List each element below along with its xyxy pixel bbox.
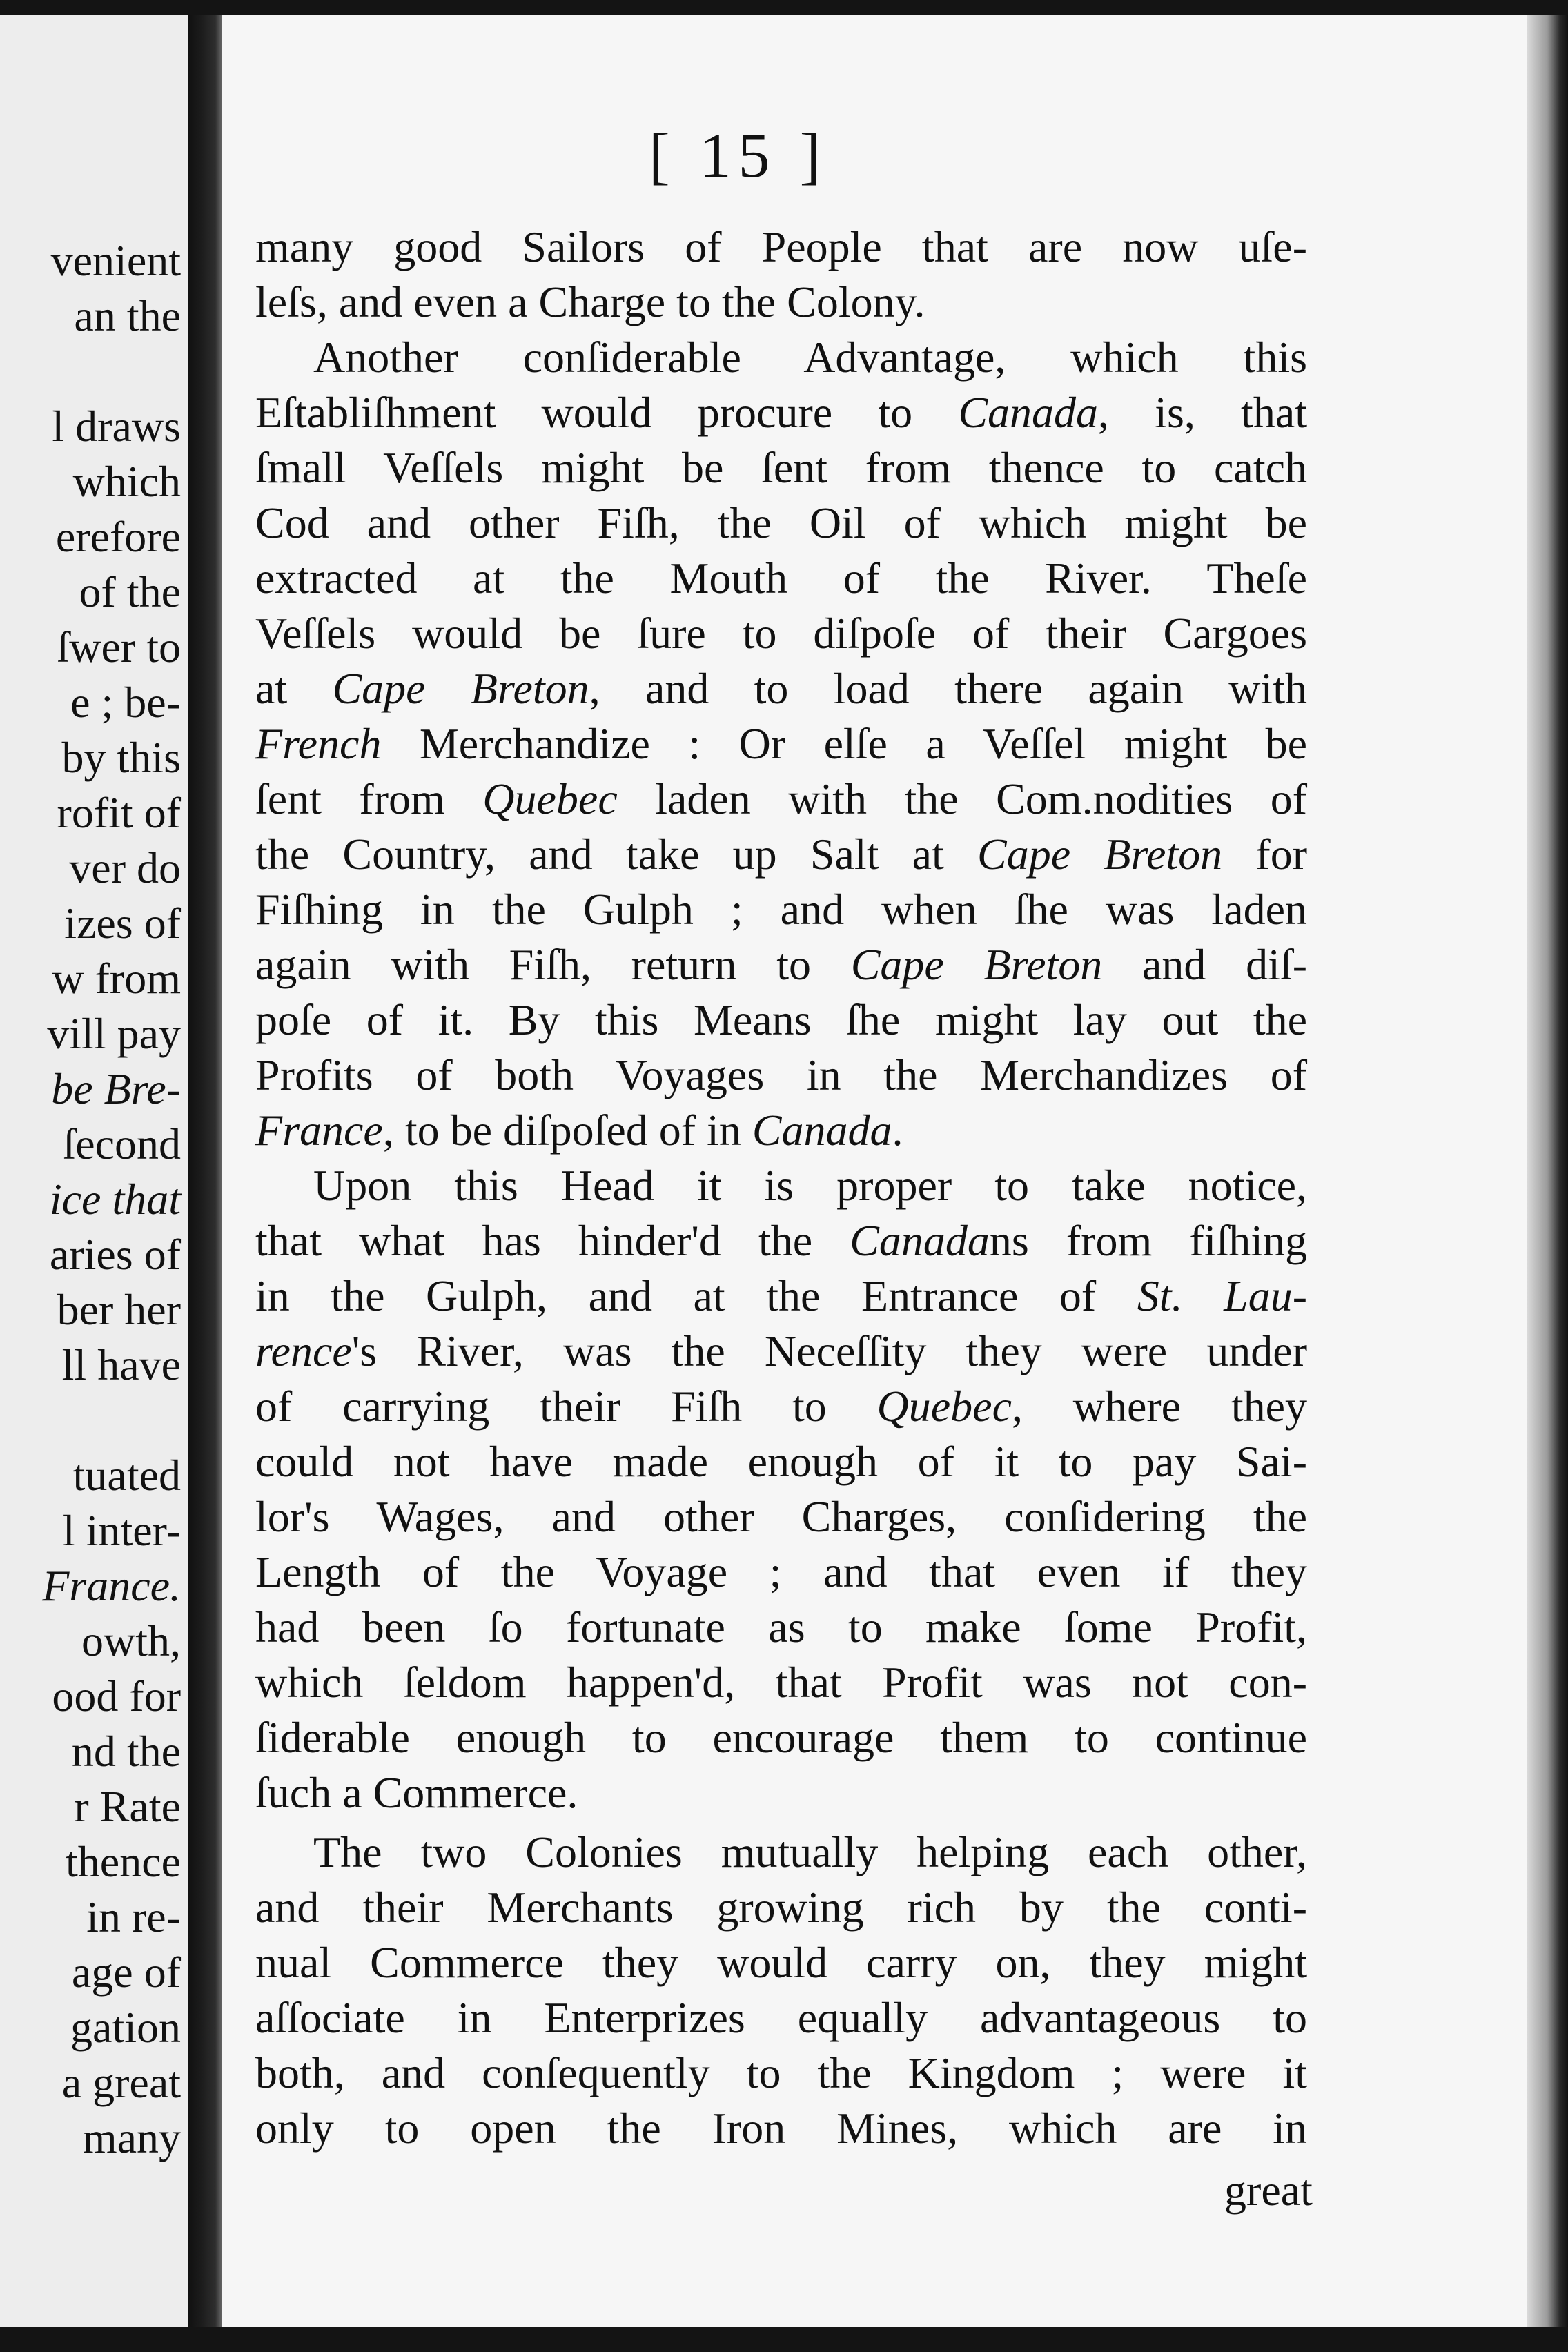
facing-page-fragment: rofit of — [57, 788, 181, 837]
facing-page-fragment: ver do — [69, 843, 181, 892]
text-line: Another conſiderable Advantage, which this — [313, 333, 1307, 382]
text-line: again with Fiſh, return to Cape Breton and diſ- — [255, 940, 1308, 989]
facing-page-fragment: many — [82, 2113, 181, 2162]
text-line: French Merchandize : Or elſe a Veſſel might be — [255, 719, 1307, 768]
text-line: of carrying their Fiſh to Quebec, where they — [255, 1382, 1308, 1431]
facing-page-fragment: l inter- — [62, 1506, 181, 1555]
text-line: and their Merchants growing rich by the conti- — [255, 1883, 1307, 1932]
facing-page-fragment: w from — [52, 954, 181, 1003]
facing-page-fragment: by this — [61, 733, 181, 782]
page-body-text — [255, 219, 1307, 2156]
text-line: Fiſhing in the Gulph ; and when ſhe was laden — [255, 885, 1307, 934]
facing-page-fragment: owth, — [81, 1616, 181, 1665]
facing-page-fragment: of the — [79, 567, 181, 616]
facing-page-fragment: France. — [42, 1561, 181, 1610]
scan-top-border — [0, 0, 1568, 15]
facing-page-fragment: ice that — [49, 1175, 181, 1224]
facing-page-fragment: be Bre- — [51, 1064, 181, 1113]
facing-page-fragment: e ; be- — [70, 678, 181, 727]
facing-page-fragment: ood for — [52, 1672, 181, 1721]
book-gutter — [188, 15, 222, 2327]
facing-page-fragment: gation — [70, 2003, 181, 2052]
text-line: ſmall Veſſels might be ſent from thence to catch — [255, 443, 1307, 492]
facing-page-fragment: ſecond — [63, 1119, 181, 1168]
text-line: Eſtabliſhment would procure to Canada, is, that — [255, 388, 1308, 437]
facing-page-fragment: erefore — [55, 512, 181, 561]
facing-page-fragment: thence — [66, 1837, 181, 1886]
text-line: ſent from Quebec laden with the Com.nodities of — [255, 774, 1308, 823]
text-line: which ſeldom happen'd, that Profit was not con- — [255, 1658, 1307, 1707]
text-line: poſe of it. By this Means ſhe might lay out the — [255, 995, 1307, 1044]
text-line: only to open the Iron Mines, which are in — [255, 2104, 1307, 2153]
facing-page-fragment: ber her — [57, 1285, 181, 1334]
text-line: ſiderable enough to encourage them to continue — [255, 1713, 1307, 1762]
text-line: the Country, and take up Salt at Cape Breton for — [255, 830, 1308, 879]
text-line: many good Sailors of People that are now uſe- — [255, 222, 1307, 271]
text-line: France, to be diſpoſed of in Canada. — [255, 1106, 903, 1155]
text-line: at Cape Breton, and to load there again with — [255, 664, 1307, 713]
text-line: had been ſo fortunate as to make ſome Profit, — [255, 1603, 1307, 1652]
text-line: extracted at the Mouth of the River. Theſe — [255, 553, 1307, 602]
facing-page-fragment: tuated — [72, 1451, 181, 1500]
text-line: that what has hinder'd the Canadans from fiſhing — [255, 1216, 1307, 1265]
facing-page-fragment: ll have — [61, 1340, 181, 1389]
facing-page-fragment: nd the — [71, 1727, 181, 1776]
facing-page-fragment: age of — [71, 1948, 181, 1997]
facing-page-left — [0, 15, 188, 2327]
text-line: lor's Wages, and other Charges, conſidering the — [255, 1492, 1307, 1541]
facing-page-fragment: an the — [74, 291, 181, 340]
text-line: ſuch a Commerce. — [255, 1768, 578, 1817]
page-number: [ 15 ] — [649, 120, 828, 190]
facing-page-fragment: vill pay — [47, 1009, 181, 1058]
facing-page-fragment: venient — [50, 236, 181, 285]
scan-bottom-border — [0, 2327, 1568, 2352]
text-line: Profits of both Voyages in the Merchandizes of — [255, 1050, 1307, 1099]
page-edge-shadow — [1527, 15, 1568, 2327]
facing-page-fragment: aries of — [49, 1230, 181, 1279]
facing-page-fragment: izes of — [64, 899, 181, 948]
text-line: nual Commerce they would carry on, they might — [255, 1938, 1307, 1987]
text-line: Length of the Voyage ; and that even if they — [255, 1547, 1307, 1596]
text-line: both, and conſequently to the Kingdom ; were it — [255, 2048, 1307, 2097]
facing-page-fragment: l draws — [52, 402, 181, 451]
text-line: aſſociate in Enterprizes equally advantageous to — [255, 1993, 1307, 2042]
text-line: The two Colonies mutually helping each other, — [313, 1827, 1307, 1876]
text-line: leſs, and even a Charge to the Colony. — [255, 277, 925, 326]
text-line: rence's River, was the Neceſſity they were under — [255, 1326, 1307, 1375]
facing-page-fragment: r Rate — [74, 1782, 181, 1831]
catchword: great — [1224, 2166, 1313, 2215]
text-line: in the Gulph, and at the Entrance of St. Lau- — [255, 1271, 1308, 1320]
facing-page-fragment: ſwer to — [57, 623, 181, 672]
facing-page-fragment: a great — [61, 2058, 181, 2107]
facing-page-fragment: in re- — [86, 1892, 181, 1941]
text-line: could not have made enough of it to pay Sai- — [255, 1437, 1307, 1486]
text-line: Upon this Head it is proper to take notice, — [313, 1161, 1307, 1210]
text-line: Veſſels would be ſure to diſpoſe of their Cargoes — [255, 609, 1307, 658]
text-line: Cod and other Fiſh, the Oil of which might be — [255, 498, 1307, 547]
facing-page-fragment: which — [72, 457, 181, 506]
